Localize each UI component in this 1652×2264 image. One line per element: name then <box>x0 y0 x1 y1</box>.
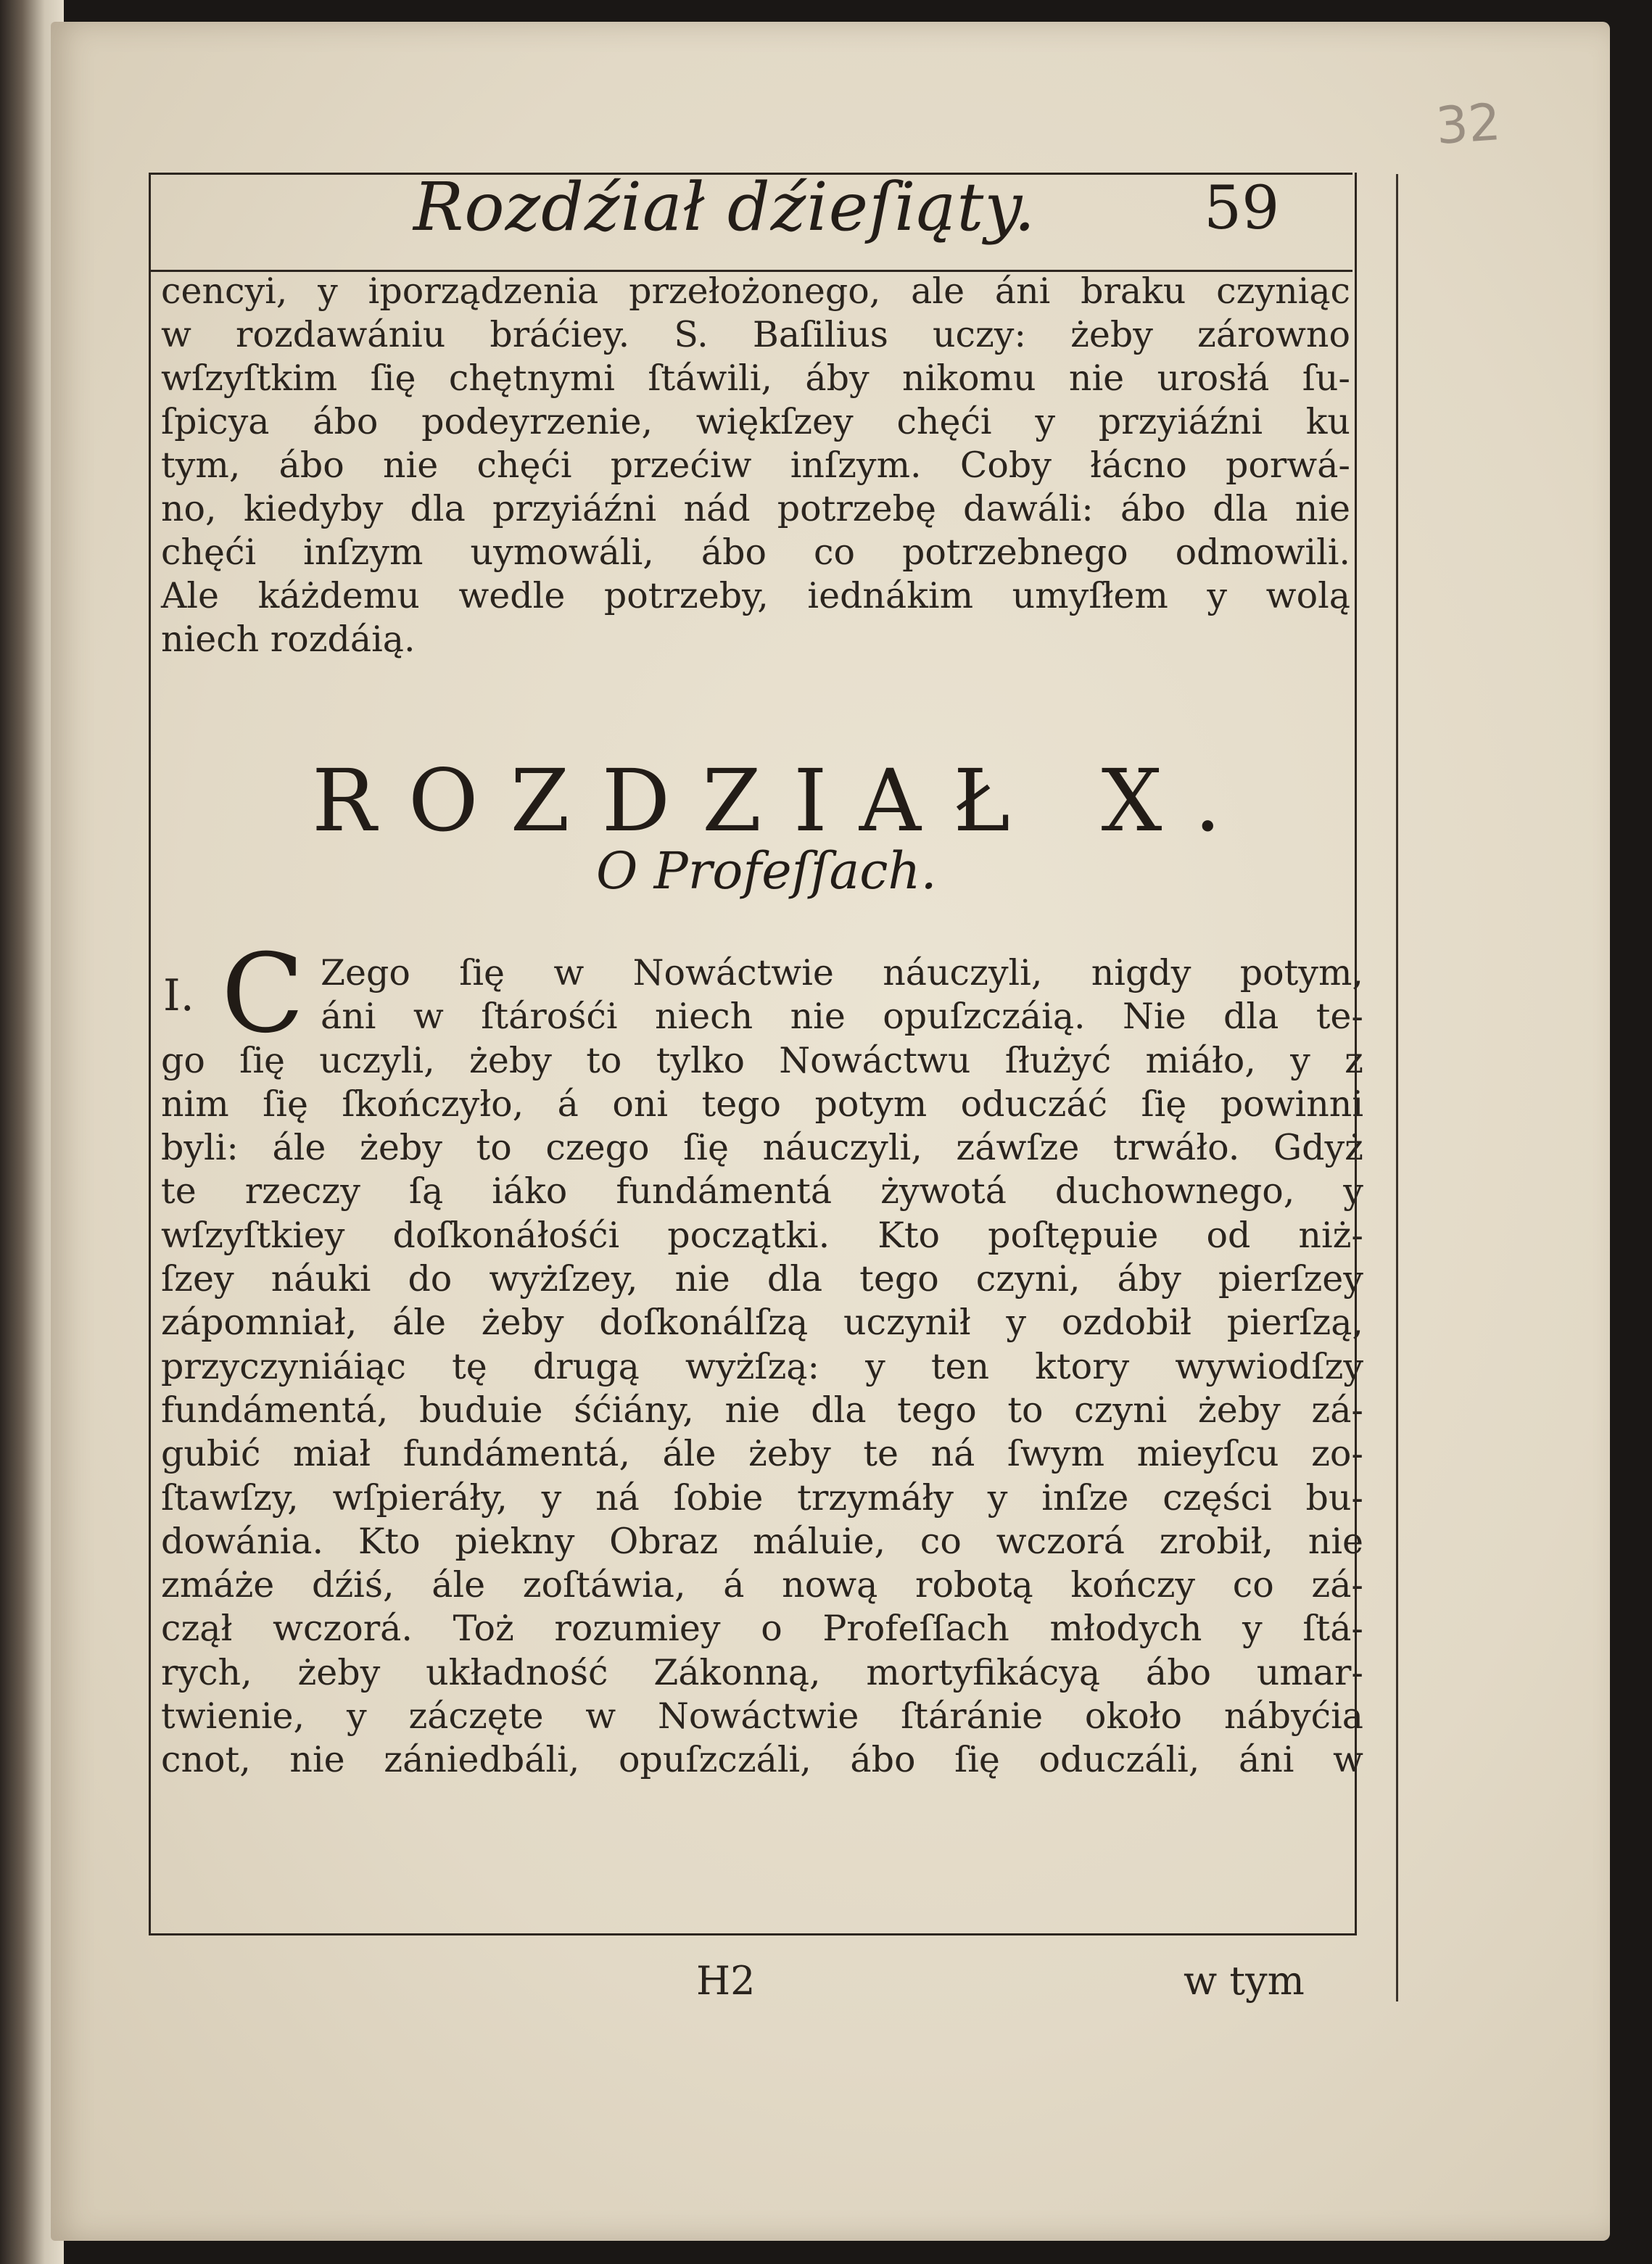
text-line: fundámentá, buduie śćiány, nie dla tego to czyni żeby zá- <box>161 1389 1363 1431</box>
catchword: w tym <box>1184 1958 1305 2004</box>
text-line: zápomniał, ále żeby doſkonálſzą uczynił y ozdobił pierſzą, <box>161 1302 1363 1344</box>
signature-mark: H2 <box>696 1958 756 2004</box>
text-line: zmáże dźiś, ále zoſtáwia, á nową robotą kończy co zá- <box>161 1564 1363 1606</box>
continued-paragraph <box>161 270 1350 661</box>
section-paragraph <box>161 951 1363 1782</box>
running-head: Rozdźiał dźieſiąty. <box>413 168 1036 246</box>
text-line: ſtawſzy, wſpieráły, y ná ſobie trzymáły y inſze części bu- <box>161 1476 1363 1519</box>
paragraph-number: I. <box>163 970 194 1021</box>
text-line: ſpicya ábo podeyrzenie, więkſzey chęći y przyiáźni ku <box>161 401 1350 442</box>
text-line: rych, żeby układność Zákonną, mortyfikácyą ábo umar- <box>161 1651 1363 1693</box>
text-line: go ſię uczyli, żeby to tylko Nowáctwu ſłużyć miáło, y z <box>161 1039 1363 1081</box>
text-line: dowánia. Kto piekny Obraz máluie, co wczorá zrobił, nie <box>161 1520 1363 1562</box>
text-line: nim ſię ſkończyło, á oni tego potym oduczáć ſię powinni <box>161 1083 1363 1125</box>
handwritten-folio-number: 32 <box>1434 91 1503 157</box>
text-line: Ale káżdemu wedle potrzeby, iednákim umyſłem y wolą <box>161 575 1350 616</box>
text-line: w rozdawániu bráćiey. S. Baſilius uczy: żeby zárowno <box>161 314 1350 355</box>
text-line: czął wczorá. Toż rozumiey o Profeſſach młodych y ſtá- <box>161 1608 1363 1650</box>
text-line: Zego ſię w Nowáctwie náuczyli, nigdy potym, <box>321 952 1363 993</box>
drop-cap: C <box>221 931 305 1057</box>
text-line: áni w ſtárośći niech nie opuſzczáią. Nie dla te- <box>321 996 1363 1038</box>
text-line: wſzyſtkiey doſkonáłośći początki. Kto poſtępuie od niż- <box>161 1214 1363 1256</box>
text-line: niech rozdáią. <box>161 619 416 660</box>
page-number: 59 <box>1204 174 1280 243</box>
chapter-heading: ROZDZIAŁ X. <box>312 751 1253 851</box>
text-line: wſzyſtkim ſię chętnymi ſtáwili, áby nikomu nie urosłá ſu- <box>161 358 1350 399</box>
text-line: przyczyniáiąc tę drugą wyżſzą: y ten ktory wywiodſzy <box>161 1345 1363 1387</box>
text-line: no, kiedyby dla przyiáźni nád potrzebę dawáli: ábo dla nie <box>161 488 1350 529</box>
text-line: tym, ábo nie chęći przećiw inſzym. Coby łácno porwá- <box>161 445 1350 486</box>
text-line: te rzeczy ſą iáko fundámentá żywotá duchownego, y <box>161 1170 1363 1212</box>
text-line: byli: ále żeby to czego ſię náuczyli, záwſze trwáło. Gdyż <box>161 1127 1363 1169</box>
outer-margin-rule <box>1396 174 1398 2001</box>
text-line: cencyi, y iporządzenia przełożonego, ale áni braku czyniąc <box>161 270 1350 312</box>
text-line: chęći inſzym uymowáli, ábo co potrzebnego odmowili. <box>161 532 1350 573</box>
text-line: twienie, y záczęte w Nowáctwie ſtáránie około nábyćia <box>161 1695 1363 1738</box>
text-line: cnot, nie zániedbáli, opuſzczáli, ábo ſię oduczáli, áni w <box>161 1739 1363 1781</box>
text-line: gubić miał fundámentá, ále żeby te ná ſwym mieyſcu zo- <box>161 1433 1363 1475</box>
text-line: ſzey náuki do wyżſzey, nie dla tego czyni, áby pierſzey <box>161 1258 1363 1300</box>
chapter-subtitle: O Profeſſach. <box>596 841 937 901</box>
